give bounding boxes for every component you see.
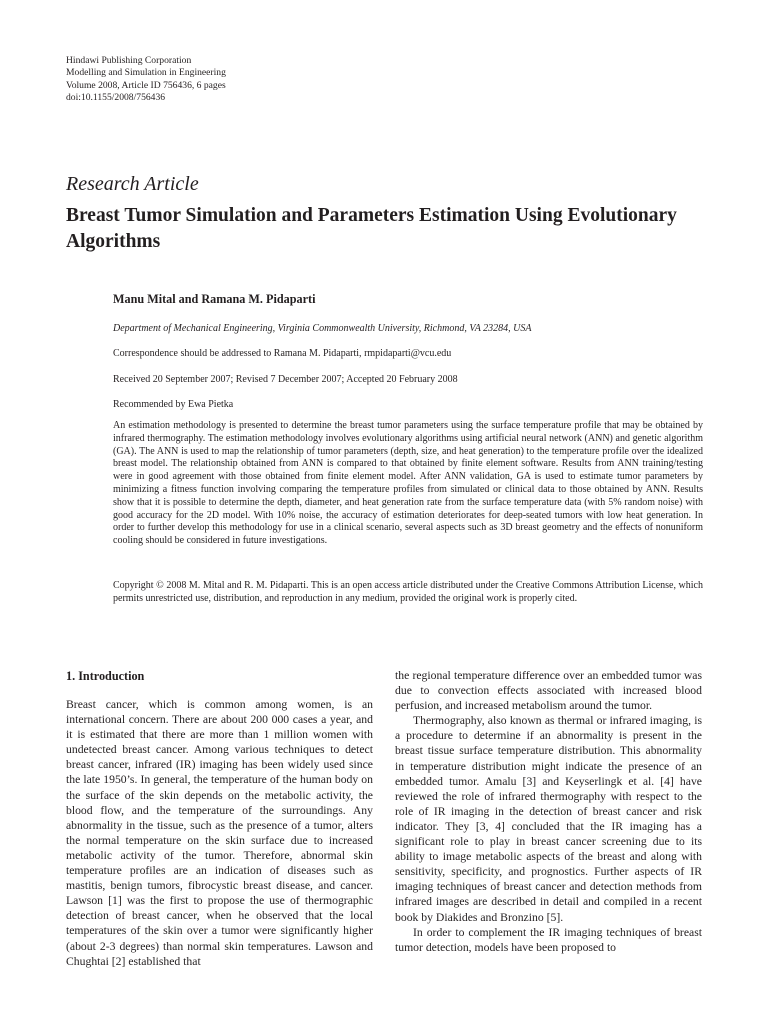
publisher-header	[66, 55, 226, 104]
abstract: An estimation methodology is presented to determine the breast tumor parameters using the surface temperature profile that may be obtained by infrared thermography. The estimation methodology involves evolutionary algorithms using artificial neural network (ANN) and genetic algorithm (GA). The ANN is used to map the relationship of tumor parameters (depth, size, and heat generation) to the temperature profile over the idealized breast model. The relationship obtained from ANN is compared to that obtained by finite element software. Results from ANN training/testing were in good agreement with those obtained from finite element model. After ANN validation, GA is used to estimate tumor parameters by minimizing a fitness function involving comparing the temperature profiles from simulated or clinical data to those obtained by ANN. Results show that it is possible to determine the depth, diameter, and heat generation rate from the surface temperature data (with 5% random noise) with good accuracy for the 2D model. With 10% noise, the accuracy of estimation deteriorates for deep-seated tumors with low heat generation. In order to further develop this methodology for use in a clinical scenario, several aspects such as 3D breast geometry and the effects of nonuniform cooling should be considered in future investigations.	[113, 420, 703, 547]
affiliation: Department of Mechanical Engineering, Virginia Commonwealth University, Richmond, VA 23284, USA	[113, 323, 532, 334]
journal-name: Modelling and Simulation in Engineering	[66, 67, 226, 79]
body-paragraph: Breast cancer, which is common among women, is an international concern. There are about 200 000 cases a year, and it is estimated that there are more than 1 million women with undetected breast cancer. Among various techniques to detect breast cancer, infrared (IR) imaging has been widely used since the late 1950’s. In general, the temperature of the human body on the surface of the skin depends on the metabolic activity, the blood flow, and the temperature of the surroundings. Any abnormality in the tissue, such as the presence of a tumor, alters the normal temperature on the skin surface due to increased metabolic activity of the tumor. Therefore, abnormal skin temperature profiles are an indication of diseases such as mastitis, benign tumors, fibrocystic breast disease, and cancer. Lawson [1] was the first to propose the use of thermographic detection of breast cancer, when he observed that the local temperatures of the skin over a tumor were significantly higher (about 2-3 degrees) than normal skin temperatures. Lawson and Chughtai [2] established that	[66, 698, 373, 968]
copyright-notice: Copyright © 2008 M. Mital and R. M. Pidaparti. This is an open access article distributed under the Creative Commons Attribution License, which permits unrestricted use, distribution, and reproduction in any medium, provided the original work is properly cited.	[113, 580, 703, 604]
article-type: Research Article	[66, 173, 199, 195]
correspondence-text: Correspondence should be addressed to Ramana M. Pidaparti,	[113, 348, 365, 359]
publication-dates: Received 20 September 2007; Revised 7 December 2007; Accepted 20 February 2008	[113, 374, 458, 385]
correspondence	[113, 348, 703, 361]
recommended-by: Recommended by Ewa Pietka	[113, 399, 234, 410]
body-paragraph: In order to complement the IR imaging techniques of breast tumor detection, models have been proposed to	[395, 925, 702, 954]
right-column	[395, 668, 702, 955]
paper-title: Breast Tumor Simulation and Parameters Estimation Using Evolutionary Algorithms	[66, 205, 677, 252]
volume-info: Volume 2008, Article ID 756436, 6 pages	[66, 79, 226, 91]
left-column	[66, 697, 373, 969]
doi: doi:10.1155/2008/756436	[66, 91, 166, 103]
body-paragraph: Thermography, also known as thermal or infrared imaging, is a procedure to determine if an abnormality is present in the breast tissue surface temperature distribution. This abnormality in temperature distribution might indicate the presence of an embedded tumor. Amalu [3] and Keyserlingk et al. [4] have reviewed the role of infrared thermography with respect to the role of IR imaging in the detection of breast cancer and risk indicator. They [3, 4] concluded that the IR imaging has a significant role to play in breast cancer screening due to its ability to image metabolic aspects of the breast and along with sensitivity, specificity, and prognostics. Further aspects of IR imaging techniques of breast cancer and detection methods from infrared images are described in detail and compiled in a recent book by Diakides and Bronzino [5].	[395, 714, 702, 924]
body-paragraph: the regional temperature difference over an embedded tumor was due to convection effects associated with increased blood perfusion, and increased metabolism around the tumor.	[395, 669, 702, 713]
publisher-name: Hindawi Publishing Corporation	[66, 55, 192, 66]
correspondence-email-link[interactable]: rmpidaparti@vcu.edu	[364, 348, 452, 359]
section-heading-introduction: 1. Introduction	[66, 669, 145, 683]
authors: Manu Mital and Ramana M. Pidaparti	[113, 292, 316, 306]
